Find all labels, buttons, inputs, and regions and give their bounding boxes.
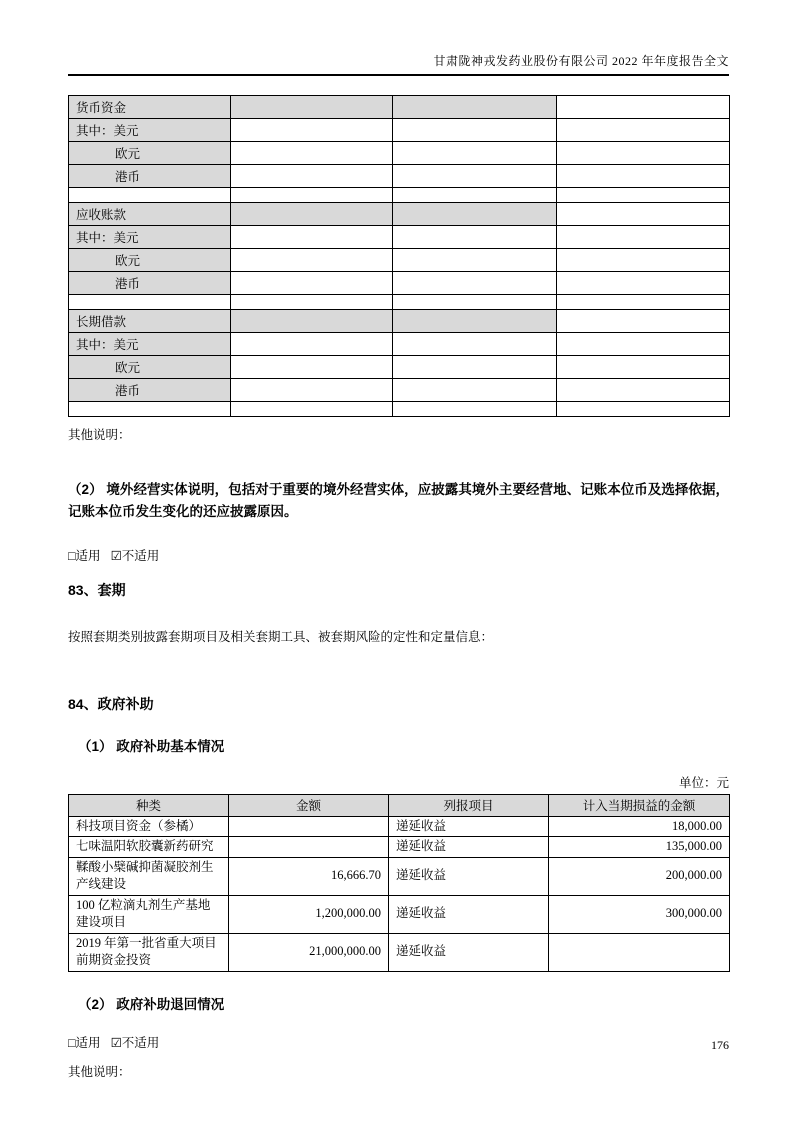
header-divider bbox=[68, 74, 729, 76]
fx-empty-cell bbox=[557, 295, 730, 310]
subsidy-pl-amount-cell bbox=[549, 933, 730, 971]
fx-value-cell bbox=[557, 203, 730, 226]
fx-value-cell bbox=[393, 333, 557, 356]
applicable-checkbox-label: □适用 bbox=[68, 548, 101, 563]
fx-empty-cell bbox=[231, 295, 393, 310]
fx-value-cell bbox=[231, 142, 393, 165]
fx-value-cell bbox=[393, 379, 557, 402]
subsidy-basic-sub-heading: （1） 政府补助基本情况 bbox=[78, 738, 225, 754]
fx-currency-row bbox=[69, 379, 730, 402]
fx-value-cell bbox=[557, 142, 730, 165]
section-84-heading: 84、政府补助 bbox=[68, 695, 154, 712]
fx-value-cell bbox=[557, 96, 730, 119]
subsidy-row bbox=[69, 816, 730, 837]
fx-value-cell bbox=[393, 165, 557, 188]
fx-value-cell bbox=[393, 142, 557, 165]
fx-empty-cell bbox=[231, 402, 393, 417]
unit-label: 单位：元 bbox=[678, 775, 729, 790]
fx-currency-label-cell: 港币 bbox=[69, 165, 231, 188]
fx-currency-row bbox=[69, 119, 730, 142]
fx-item-row bbox=[69, 203, 730, 226]
subsidy-amount-cell: 21,000,000.00 bbox=[229, 933, 389, 971]
subsidy-amount-cell: 1,200,000.00 bbox=[229, 895, 389, 933]
fx-currency-label-cell: 其中：美元 bbox=[69, 119, 231, 142]
fx-value-cell bbox=[393, 119, 557, 142]
fx-value-cell bbox=[231, 333, 393, 356]
fx-value-cell bbox=[557, 119, 730, 142]
fx-currency-label-cell: 港币 bbox=[69, 379, 231, 402]
fx-currency-row bbox=[69, 333, 730, 356]
fx-value-cell bbox=[557, 356, 730, 379]
subsidy-return-sub-heading: （2） 政府补助退回情况 bbox=[78, 996, 225, 1012]
subsidy-amount-cell: 16,666.70 bbox=[229, 857, 389, 895]
fx-currency-label-cell: 欧元 bbox=[69, 356, 231, 379]
fx-spacer-row bbox=[69, 188, 730, 203]
subsidy-type-cell: 100 亿粒滴丸剂生产基地建设项目 bbox=[69, 895, 229, 933]
subsidy-amount-cell bbox=[229, 837, 389, 858]
subsidy-row bbox=[69, 895, 730, 933]
subsidy-item-cell: 递延收益 bbox=[389, 816, 549, 837]
subsidy-type-cell: 科技项目资金（参橘） bbox=[69, 816, 229, 837]
fx-empty-cell bbox=[231, 188, 393, 203]
subsidy-item-cell: 递延收益 bbox=[389, 837, 549, 858]
subsidy-item-cell: 递延收益 bbox=[389, 857, 549, 895]
foreign-currency-table bbox=[68, 95, 730, 417]
fx-empty-cell bbox=[69, 402, 231, 417]
subsidy-row bbox=[69, 857, 730, 895]
fx-empty-cell bbox=[557, 402, 730, 417]
fx-value-cell bbox=[557, 249, 730, 272]
fx-empty-cell bbox=[393, 402, 557, 417]
applicability-line-subsidy-return bbox=[68, 1033, 729, 1051]
government-subsidy-table-body bbox=[69, 816, 730, 971]
fx-item-label-cell: 应收账款 bbox=[69, 203, 231, 226]
fx-value-cell bbox=[393, 96, 557, 119]
fx-value-cell bbox=[557, 226, 730, 249]
fx-value-cell bbox=[231, 96, 393, 119]
fx-currency-row bbox=[69, 226, 730, 249]
section-83-heading: 83、套期 bbox=[68, 581, 126, 598]
subsidy-type-cell: 2019 年第一批省重大项目前期资金投资 bbox=[69, 933, 229, 971]
subsidy-item-cell: 递延收益 bbox=[389, 933, 549, 971]
fx-spacer-row bbox=[69, 295, 730, 310]
fx-value-cell bbox=[557, 272, 730, 295]
applicable-checkbox-label: □适用 bbox=[68, 1035, 101, 1050]
not-applicable-checkbox-label: ☑不适用 bbox=[110, 1035, 160, 1050]
fx-value-cell bbox=[393, 356, 557, 379]
other-notes-label-1: 其他说明： bbox=[68, 428, 131, 442]
other-notes-label-2: 其他说明： bbox=[68, 1064, 131, 1079]
fx-value-cell bbox=[231, 310, 393, 333]
fx-value-cell bbox=[231, 249, 393, 272]
fx-currency-row bbox=[69, 249, 730, 272]
applicability-line-overseas bbox=[68, 546, 729, 564]
fx-value-cell bbox=[393, 249, 557, 272]
fx-empty-cell bbox=[557, 188, 730, 203]
subsidy-pl-amount-cell: 135,000.00 bbox=[549, 837, 730, 858]
fx-currency-row bbox=[69, 142, 730, 165]
subsidy-header-cell: 金额 bbox=[229, 794, 389, 816]
fx-value-cell bbox=[231, 165, 393, 188]
subsidy-header-cell: 种类 bbox=[69, 794, 229, 816]
fx-currency-label-cell: 港币 bbox=[69, 272, 231, 295]
fx-currency-label-cell: 其中：美元 bbox=[69, 333, 231, 356]
subsidy-header-cell: 列报项目 bbox=[389, 794, 549, 816]
subsidy-type-cell: 七味温阳软胶囊新药研究 bbox=[69, 837, 229, 858]
government-subsidy-table-head bbox=[69, 794, 730, 816]
fx-value-cell bbox=[231, 272, 393, 295]
page-content bbox=[0, 52, 793, 1080]
subsidy-pl-amount-cell: 200,000.00 bbox=[549, 857, 730, 895]
section-83-body: 按照套期类别披露套期项目及相关套期工具、被套期风险的定性和定量信息： bbox=[68, 629, 494, 644]
fx-currency-label-cell: 欧元 bbox=[69, 249, 231, 272]
subsidy-row bbox=[69, 933, 730, 971]
fx-value-cell bbox=[393, 226, 557, 249]
fx-value-cell bbox=[231, 119, 393, 142]
fx-currency-label-cell: 其中：美元 bbox=[69, 226, 231, 249]
fx-value-cell bbox=[557, 165, 730, 188]
fx-empty-cell bbox=[69, 295, 231, 310]
fx-value-cell bbox=[231, 226, 393, 249]
subsidy-header-cell: 计入当期损益的金额 bbox=[549, 794, 730, 816]
fx-empty-cell bbox=[69, 188, 231, 203]
subsidy-pl-amount-cell: 18,000.00 bbox=[549, 816, 730, 837]
fx-currency-row bbox=[69, 165, 730, 188]
subsidy-row bbox=[69, 837, 730, 858]
fx-value-cell bbox=[231, 379, 393, 402]
fx-currency-row bbox=[69, 272, 730, 295]
fx-value-cell bbox=[231, 203, 393, 226]
fx-value-cell bbox=[231, 356, 393, 379]
government-subsidy-table bbox=[68, 794, 730, 972]
fx-value-cell bbox=[557, 379, 730, 402]
subsidy-pl-amount-cell: 300,000.00 bbox=[549, 895, 730, 933]
foreign-currency-table-body bbox=[69, 96, 730, 417]
page-number: 176 bbox=[711, 1038, 729, 1052]
fx-spacer-row bbox=[69, 402, 730, 417]
fx-empty-cell bbox=[393, 188, 557, 203]
subsidy-amount-cell bbox=[229, 816, 389, 837]
not-applicable-checkbox-label: ☑不适用 bbox=[110, 548, 160, 563]
fx-item-label-cell: 长期借款 bbox=[69, 310, 231, 333]
fx-value-cell bbox=[393, 272, 557, 295]
fx-empty-cell bbox=[393, 295, 557, 310]
fx-value-cell bbox=[393, 203, 557, 226]
fx-currency-row bbox=[69, 356, 730, 379]
fx-currency-label-cell: 欧元 bbox=[69, 142, 231, 165]
fx-item-row bbox=[69, 96, 730, 119]
fx-value-cell bbox=[557, 310, 730, 333]
fx-item-row bbox=[69, 310, 730, 333]
fx-value-cell bbox=[557, 333, 730, 356]
overseas-entities-heading: （2） 境外经营实体说明，包括对于重要的境外经营实体，应披露其境外主要经营地、记账本位币及选择依据，记账本位币发生变化的还应披露原因。 bbox=[68, 482, 729, 520]
document-header-title: 甘肃陇神戎发药业股份有限公司 2022 年年度报告全文 bbox=[433, 54, 729, 68]
fx-value-cell bbox=[393, 310, 557, 333]
subsidy-item-cell: 递延收益 bbox=[389, 895, 549, 933]
subsidy-type-cell: 鞣酸小檗碱抑菌凝胶剂生产线建设 bbox=[69, 857, 229, 895]
subsidy-header-row bbox=[69, 794, 730, 816]
fx-item-label-cell: 货币资金 bbox=[69, 96, 231, 119]
